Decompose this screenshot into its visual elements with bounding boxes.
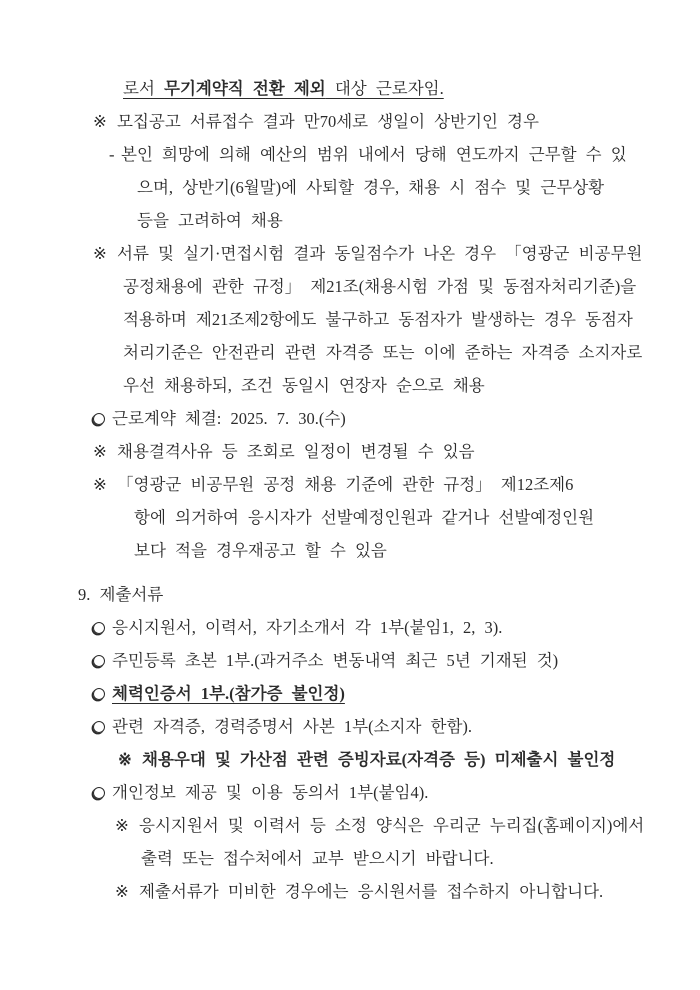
line-text [117,442,475,461]
reference-mark-icon: ※ [93,475,107,494]
line-text [134,508,594,527]
line-text [112,618,502,637]
text-segment: 무기계약직 전환 제외 [164,79,326,98]
line-text [123,376,485,395]
text-line [115,809,680,842]
text-segment: 으며, 상반기(6월말)에 사퇴할 경우, 채용 시 점수 및 근무상황 [137,178,605,197]
circle-shape [93,622,105,634]
line-text [139,882,603,901]
line-text [112,783,428,802]
line-text [78,585,163,604]
text-segment: 개인정보 제공 및 이용 동의서 1부(붙임4). [112,783,429,802]
circle-bullet-icon [93,677,112,710]
line-text [139,816,644,835]
line-text [123,79,444,98]
text-line [123,369,680,402]
text-segment: 본인 희망에 의해 예산의 범위 내에서 당해 연도까지 근무할 수 있 [121,145,627,164]
text-segment: 우선 채용하되, 조건 동일시 연장자 순으로 채용 [123,376,485,395]
line-text [117,475,573,494]
reference-mark-icon: ※ [115,816,129,835]
text-segment: 로서 [123,79,165,98]
text-line [93,710,680,743]
text-line [137,171,680,204]
text-line [93,105,680,138]
text-line [93,644,680,677]
text-line [93,237,680,270]
text-line [141,842,680,875]
reference-mark-icon: ※ [115,882,129,901]
line-text [142,750,615,769]
text-line [123,336,680,369]
line-text [112,684,345,703]
reference-mark-icon: ※ [93,442,107,461]
text-line [93,677,680,710]
line-text [117,112,539,131]
text-segment: 서류 및 실기·면접시험 결과 동일점수가 나온 경우 「영광군 비공무원 [117,244,643,263]
circle-shape [93,655,105,667]
line-text [117,244,642,263]
text-segment: 응시지원서, 이력서, 자기소개서 각 1부(붙임1, 2, 3). [112,618,503,637]
text-line [93,611,680,644]
line-text [123,310,633,329]
text-segment: 주민등록 초본 1부.(과거주소 변동내역 최근 5년 기재된 것) [112,651,559,670]
circle-bullet-icon [93,402,112,435]
text-line [93,468,680,501]
text-line [118,743,680,776]
circle-shape [93,413,105,425]
text-line [93,435,680,468]
text-line [123,303,680,336]
text-line [137,204,680,237]
document-body [78,72,680,908]
text-segment: 관련 자격증, 경력증명서 사본 1부(소지자 한함). [112,717,473,736]
text-segment: 채용결격사유 등 조회로 일정이 변경될 수 있음 [117,442,475,461]
section-heading [78,578,680,611]
dash-bullet-icon: - [109,145,115,164]
text-segment: 9. 제출서류 [78,585,164,604]
line-text [112,409,346,428]
text-line [115,875,680,908]
line-text [137,211,283,230]
text-segment: 항에 의거하여 응시자가 선발예정인원과 같거나 선발예정인원 [134,508,595,527]
line-text [112,717,472,736]
circle-bullet-icon [93,710,112,743]
text-segment: 대상 근로자임. [325,79,444,98]
text-segment: 출력 또는 접수처에서 교부 받으시기 바랍니다. [141,849,494,868]
text-segment: 응시지원서 및 이력서 등 소정 양식은 우리군 누리집(홈페이지)에서 [139,816,645,835]
circle-shape [93,787,105,799]
circle-bullet-icon [93,644,112,677]
text-segment: 모집공고 서류접수 결과 만70세로 생일이 상반기인 경우 [117,112,539,131]
text-segment: 채용우대 및 가산점 관련 증빙자료(자격증 등) 미제출시 불인정 [142,750,616,769]
text-segment: 「영광군 비공무원 공정 채용 기준에 관한 규정」 제12조제6 [117,475,574,494]
text-segment: 등을 고려하여 채용 [137,211,283,230]
line-text [121,145,627,164]
line-text [112,651,558,670]
text-segment: 공정채용에 관한 규정」 제21조(채용시험 가점 및 동점자처리기준)을 [123,277,637,296]
circle-bullet-icon [93,611,112,644]
text-segment: 적용하며 제21조제2항에도 불구하고 동점자가 발생하는 경우 동점자 [123,310,633,329]
text-line [93,776,680,809]
text-line [123,270,680,303]
text-segment: 보다 적을 경우재공고 할 수 있음 [134,541,387,560]
text-line [123,72,680,105]
text-line [93,402,680,435]
circle-bullet-icon [93,776,112,809]
line-text [134,541,387,560]
circle-shape [93,688,105,700]
text-segment: 처리기준은 안전관리 관련 자격증 또는 이에 준하는 자격증 소지자로 [123,343,643,362]
reference-mark-icon: ※ [93,112,107,131]
line-text [137,178,604,197]
text-line [109,138,680,171]
text-segment: 제출서류가 미비한 경우에는 응시원서를 접수하지 아니합니다. [139,882,604,901]
reference-mark-icon: ※ [118,750,132,769]
text-segment: 체력인증서 1부.(참가증 불인정) [112,684,345,703]
circle-shape [93,721,105,733]
line-text [123,277,636,296]
reference-mark-icon: ※ [93,244,107,263]
text-line [134,501,680,534]
line-text [123,343,642,362]
line-text [141,849,494,868]
text-line [134,534,680,567]
text-segment: 근로계약 체결: 2025. 7. 30.(수) [112,409,346,428]
